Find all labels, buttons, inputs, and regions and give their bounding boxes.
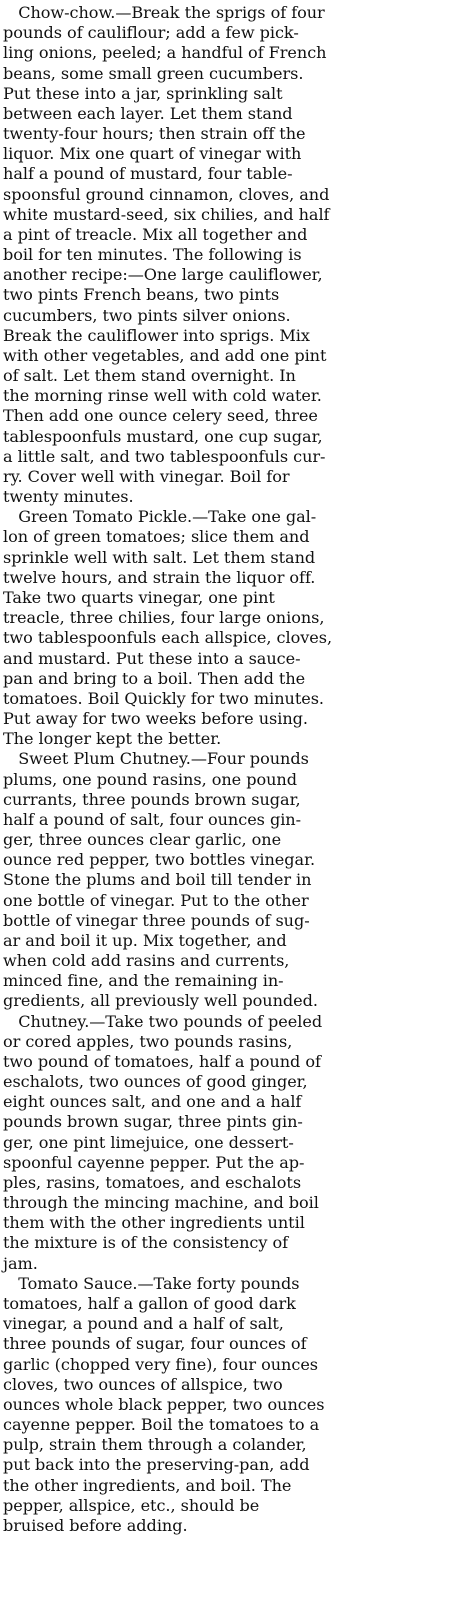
- text-line: treacle, three chilies, four large onions,: [3, 608, 325, 628]
- text-line: Take two quarts vinegar, one pint: [3, 587, 275, 607]
- text-line: lon of green tomatoes; slice them and: [3, 527, 310, 547]
- text-line: eschalots, two ounces of good ginger,: [3, 1072, 308, 1092]
- text-line: cayenne pepper. Boil the tomatoes to a: [3, 1415, 320, 1435]
- text-line: through the mincing machine, and boil: [3, 1193, 319, 1213]
- text-line: beans, some small green cucumbers.: [3, 63, 304, 83]
- text-line: tomatoes, half a gallon of good dark: [3, 1294, 296, 1313]
- text-line: one bottle of vinegar. Put to the other: [3, 890, 309, 910]
- text-line: tomatoes. Boil Quickly for two minutes.: [3, 688, 324, 708]
- text-line: the mixture is of the consistency of: [3, 1233, 289, 1253]
- text-line: between each layer. Let them stand: [3, 103, 293, 123]
- text-line: of salt. Let them stand overnight. In: [3, 366, 296, 386]
- text-line: ger, three ounces clear garlic, one: [3, 830, 282, 850]
- text-line: pulp, strain them through a colander,: [3, 1435, 307, 1455]
- text-line: a pint of treacle. Mix all together and: [3, 224, 308, 244]
- text-line: Green Tomato Pickle.—Take one gal-: [3, 507, 317, 527]
- text-line: a little salt, and two tablespoonfuls cur-: [3, 446, 326, 466]
- text-line: with other vegetables, and add one pint: [3, 345, 327, 365]
- text-line: them with the other ingredients until: [3, 1213, 305, 1233]
- text-line: vinegar, a pound and a half of salt,: [3, 1314, 284, 1334]
- text-line: the other ingredients, and boil. The: [3, 1475, 292, 1495]
- text-line: cucumbers, two pints silver onions.: [3, 305, 291, 325]
- text-line: Then add one ounce celery seed, three: [3, 406, 318, 426]
- text-line: jam.: [3, 1253, 38, 1273]
- text-line: eight ounces salt, and one and a half: [3, 1092, 302, 1112]
- text-line: boil for ten minutes. The following is: [3, 245, 302, 265]
- text-line: pounds brown sugar, three pints gin-: [3, 1112, 303, 1132]
- text-line: two pound of tomatoes, half a pound of: [3, 1051, 321, 1071]
- text-line: sprinkle well with salt. Let them stand: [3, 547, 316, 567]
- text-line: Break the cauliflower into sprigs. Mix: [3, 325, 310, 345]
- text-line: plums, one pound rasins, one pound: [3, 769, 297, 789]
- text-line: put back into the preserving-pan, add: [3, 1455, 310, 1475]
- text-line: ger, one pint limejuice, one dessert-: [3, 1132, 294, 1152]
- text-line: Tomato Sauce.—Take forty pounds: [3, 1273, 300, 1293]
- text-line: ar and boil it up. Mix together, and: [3, 930, 287, 950]
- text-line: Sweet Plum Chutney.—Four pounds: [3, 749, 309, 769]
- text-line: bruised before adding.: [3, 1515, 188, 1535]
- recipe-green-tomato-pickle: [3, 507, 442, 749]
- text-line: ounces whole black pepper, two ounces: [3, 1394, 325, 1414]
- text-line: Chutney.—Take two pounds of peeled: [3, 1011, 323, 1031]
- text-line: The longer kept the better.: [3, 729, 222, 749]
- text-line: Put away for two weeks before using.: [3, 709, 308, 729]
- text-line: twenty minutes.: [3, 487, 134, 507]
- text-line: or cored apples, two pounds rasins,: [3, 1031, 293, 1051]
- text-line: minced fine, and the remaining in-: [3, 971, 284, 991]
- text-line: gredients, all previously well pounded.: [3, 991, 318, 1011]
- text-line: three pounds of sugar, four ounces of: [3, 1334, 307, 1354]
- text-line: twenty-four hours; then strain off the: [3, 124, 306, 144]
- text-line: tablespoonfuls mustard, one cup sugar,: [3, 426, 323, 446]
- text-line: and mustard. Put these into a sauce-: [3, 648, 301, 668]
- text-line: Stone the plums and boil till tender in: [3, 870, 312, 890]
- text-line: Chow-chow.—Break the sprigs of four: [3, 3, 325, 22]
- text-line: two tablespoonfuls each allspice, cloves,: [3, 628, 333, 648]
- recipe-chow-chow: [3, 3, 442, 507]
- text-line: ounce red pepper, two bottles vinegar.: [3, 850, 316, 870]
- text-line: spoonsful ground cinnamon, cloves, and: [3, 184, 330, 204]
- text-line: another recipe:—One large cauliflower,: [3, 265, 323, 285]
- text-line: Put these into a jar, sprinkling salt: [3, 83, 283, 103]
- recipe-sweet-plum-chutney: [3, 749, 442, 1011]
- text-line: pepper, allspice, etc., should be: [3, 1495, 260, 1515]
- text-line: twelve hours, and strain the liquor off.: [3, 567, 316, 587]
- text-line: currants, three pounds brown sugar,: [3, 789, 301, 809]
- text-line: the morning rinse well with cold water.: [3, 386, 322, 406]
- text-line: bottle of vinegar three pounds of sug-: [3, 910, 310, 930]
- newspaper-column: [3, 3, 442, 1536]
- text-line: garlic (chopped very fine), four ounces: [3, 1354, 319, 1374]
- text-line: ling onions, peeled; a handful of French: [3, 43, 327, 63]
- text-line: half a pound of mustard, four table-: [3, 164, 293, 184]
- text-line: ry. Cover well with vinegar. Boil for: [3, 466, 290, 486]
- text-line: half a pound of salt, four ounces gin-: [3, 809, 301, 829]
- text-line: when cold add rasins and currents,: [3, 951, 290, 971]
- recipe-chutney: [3, 1012, 442, 1274]
- text-line: pan and bring to a boil. Then add the: [3, 668, 306, 688]
- text-line: liquor. Mix one quart of vinegar with: [3, 144, 302, 164]
- text-line: ples, rasins, tomatoes, and eschalots: [3, 1172, 302, 1192]
- text-line: spoonful cayenne pepper. Put the ap-: [3, 1152, 305, 1172]
- text-line: white mustard-seed, six chilies, and half: [3, 204, 330, 224]
- text-line: cloves, two ounces of allspice, two: [3, 1374, 283, 1394]
- text-line: two pints French beans, two pints: [3, 285, 280, 305]
- recipe-tomato-sauce: [3, 1274, 442, 1536]
- text-line: pounds of cauliflour; add a few pick-: [3, 23, 299, 43]
